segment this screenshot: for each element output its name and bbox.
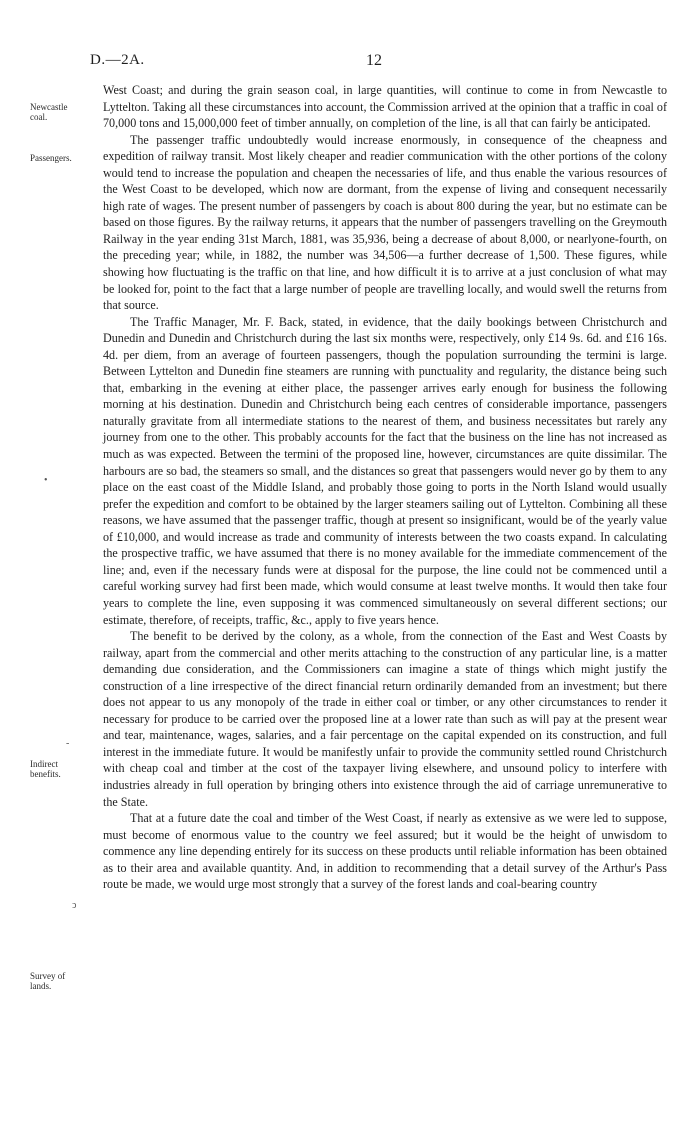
page-header <box>0 52 700 74</box>
document-reference: D.—2A. <box>90 52 145 68</box>
margin-note-survey-of-lands: Survey of lands. <box>30 971 66 991</box>
page-number: 12 <box>366 52 382 69</box>
body-text <box>103 82 667 893</box>
paragraph-survey-of-lands: That at a future date the coal and timber of the West Coast, if nearly as extensive as we were led to suppose, must become of enormous value to the country we feel assured; but it would be the height of unwisdom to commence any line depending entirely for its success on these products until reliable information has been obtained as to their area and available quantity. And, in addition to recommending that a detail survey of the Arthur's Pass route be made, we would urge most strongly that a survey of the forest lands and coal-bearing country <box>103 811 667 892</box>
margin-note-passengers: Passengers. <box>30 153 72 163</box>
stray-mark: ↄ <box>72 900 77 911</box>
margin-note-indirect-benefits: Indirect benefits. <box>30 759 61 779</box>
stray-mark: • <box>44 475 48 486</box>
paragraph-coal-traffic: West Coast; and during the grain season coal, in large quantities, will continue to come in from Newcastle to Lyttelton. Taking all these circumstances into account, the Commission arrived at the opinion that a traffic in coal of 70,000 tons and 15,000,000 feet of timber annually, on completion of the line, is all that can fairly be anticipated. <box>103 83 667 131</box>
paragraph-traffic-manager-evidence: The Traffic Manager, Mr. F. Back, stated, in evidence, that the daily bookings between Christchurch and Dunedin and Dunedin and Christchurch during the last six months were, respectively, only £14 9s. 6d. and £16 16s. 4d. per diem, from an average of fourteen passengers, though the population surrounding the termini is large. Between Lyttelton and Dunedin fine steamers are running with punctuality and regularity, the distance being such that, embarking in the evening at either place, the passenger arrives early enough for business the following morning at his destination. Dunedin and Christchurch being each centres of considerable importance, passengers naturally gravitate from all intermediate stations to the nearest of them, and business necessitates but rarely any journey from one to the other. This probably accounts for the fact that the business on the line has not increased as much as was expected. Between the termini of the proposed line, however, circumstances are quite dissimilar. The harbours are so bad, the steamers so small, and the distances so great that passengers would never go by them to any place on the east coast of the Middle Island, and probably those going to ports in the North Island would usually prefer the expedition and comfort to be obtained by the larger steamers sailing out of Lyttelton. Combining all these reasons, we have assumed that the passenger traffic, though at present so insignificant, would be of the yearly value of £10,000, and would increase as trade and community of interests between the two coasts expand. In calculating the prospective traffic, we have assumed that there is no money available for the immediate commencement of the line; and, even if the necessary funds were at disposal for the purpose, the line could not be commenced until a careful working survey had first been made, which would consume at least twelve months. It would then take four years to complete the line, even supposing it was commenced simultaneously on several different sections; our estimate, therefore, of receipts, traffic, &c., apply to five years hence. <box>103 314 667 627</box>
paragraph-passenger-traffic: The passenger traffic undoubtedly would increase enormously, in consequence of the cheapness and expedition of railway transit. Most likely cheaper and readier communication with the other portions of the colony would tend to increase the population and cheapen the necessaries of life, and thus enable the various resources of the West Coast to be developed, which now are dormant, from the expense of living and consequent necessarily high rate of wages. The present number of passengers by coach is about 800 during the year, but no estimate can be based on those figures. By the railway returns, it appears that the number of passengers travelling on the Greymouth Railway in the year ending 31st March, 1881, was 35,936, being a decrease of about 8,000, or nearlyone-fourth, on the preceding year; while, in 1882, the number was 34,506—a further decrease of 1,500. These figures, while showing how fluctuating is the traffic on that line, and how difficult it is to arrive at a just conclusion of what may be looked for, point to the fact that a large number of people are travelling locally, and would swell the returns from that source. <box>103 132 667 313</box>
paragraph-indirect-benefits: The benefit to be derived by the colony, as a whole, from the connection of the East and West Coasts by railway, apart from the commercial and other merits attaching to the construction of any particular line, is a matter demanding due consideration, and the Commissioners can imagine a state of things which might justify the construction of a line irrespective of the direct financial return ordinarily demanded from an investment; but there does not appear to us any monopoly of the trade in either coal or timber, or any other circumstances to render it necessary for produce to be carried over the proposed line at a lower rate than such as will pay at the present wear and tear, maintenance, wages, salaries, and a fair percentage on the capital expended on its construction, and full interest in the immediate future. It would be manifestly unfair to provide the community settled round Christchurch with cheap coal and timber at the cost of the taxpayer living elsewhere, and unsound policy to interfere with industries already in full operation by bringing others into existence through the aid of carriage unremunerative to the State. <box>103 629 667 809</box>
margin-note-newcastle-coal: Newcastle coal. <box>30 102 68 122</box>
stray-mark: - <box>66 738 70 749</box>
